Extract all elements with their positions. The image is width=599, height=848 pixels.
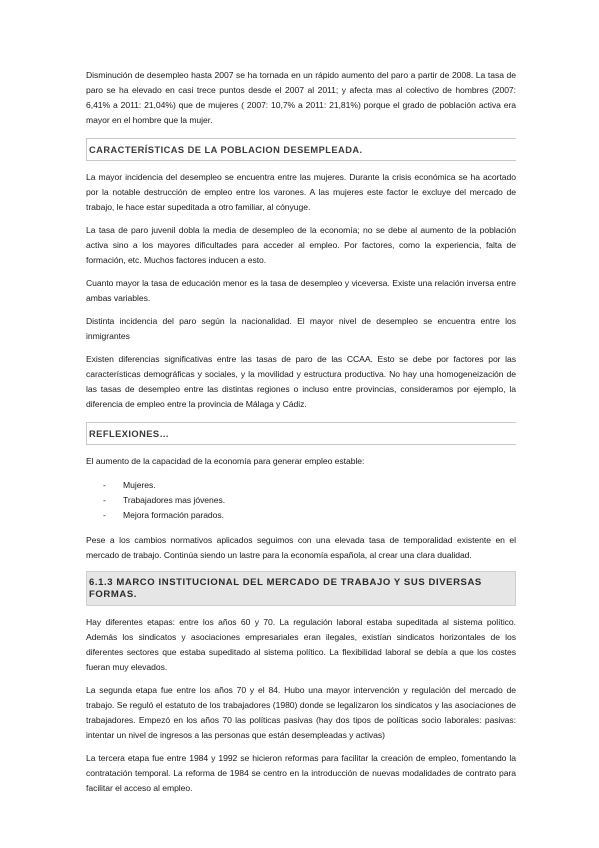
bullet-marker: - [103, 510, 106, 520]
bullet-marker: - [103, 480, 106, 490]
list-item-text: Mejora formación parados. [123, 510, 224, 520]
list-item-text: Trabajadores mas jóvenes. [123, 495, 226, 505]
section-heading-reflexiones: REFLEXIONES… [86, 422, 516, 445]
document-page [86, 68, 516, 796]
list-item [86, 508, 516, 523]
paragraph: Distinta incidencia del paro según la nacionalidad. El mayor nivel de desempleo se encuentra entre los inmigrantes [86, 316, 516, 341]
paragraph: Cuanto mayor la tasa de educación menor es la tasa de desempleo y viceversa. Existe una relación inversa entre ambas variables. [86, 278, 516, 303]
lead-paragraph: El aumento de la capacidad de la economía para generar empleo estable: [86, 456, 365, 466]
bullet-marker: - [103, 495, 106, 505]
paragraph: La tasa de paro juvenil dobla la media de desempleo de la economía; no se debe al aumento de la población activa sino a los mayores dificultades para acceder al empleo. Por factores, como la experiencia, falta de formación, etc. Muchos factores inducen a esto. [86, 225, 516, 265]
section-heading-marco-institucional: 6.1.3 MARCO INSTITUCIONAL DEL MERCADO DE TRABAJO Y SUS DIVERSAS FORMAS. [86, 571, 516, 606]
list-item [86, 478, 516, 493]
paragraph: La tercera etapa fue entre 1984 y 1992 se hicieron reformas para facilitar la creación de empleo, fomentando la contratación temporal. La reforma de 1984 se centro en la introducción de nuevas modalidades de contrato para facilitar el acceso al empleo. [86, 753, 516, 793]
paragraph: La mayor incidencia del desempleo se encuentra entre las mujeres. Durante la crisis económica se ha acortado por la notable destrucción de empleo entre los varones. A las mujeres este factor le excluye del mercado de trabajo, le hace estar supeditada a otro familiar, al cónyuge. [86, 172, 516, 212]
bullet-list [86, 478, 516, 523]
section-heading-caracteristicas: CARACTERÍSTICAS DE LA POBLACION DESEMPLEADA. [86, 138, 516, 161]
paragraph: Hay diferentes etapas: entre los años 60 y 70. La regulación laboral estaba supeditada al sistema político. Además los sindicatos y asociaciones empresariales eran ilegales, existían sindicatos horizontales de los diferentes sectores que estaba supeditado al sistema político. La flexibilidad laboral se debía a que los costes fueran muy elevados. [86, 617, 516, 672]
paragraph: Existen diferencias significativas entre las tasas de paro de las CCAA. Esto se debe por factores por las características demográficas y sociales, y la movilidad y estructura productiva. No hay una homogeneización de las tasas de desempleo entre las distintas regiones o incluso entre provincias, consideramos por ejemplo, la diferencia de empleo entre la provincia de Málaga y Cádiz. [86, 354, 516, 409]
list-item-text: Mujeres. [123, 480, 156, 490]
intro-paragraph: Disminución de desempleo hasta 2007 se ha tornada en un rápido aumento del paro a partir de 2008. La tasa de paro se ha elevado en casi trece puntos desde el 2007 al 2011; y afecta mas al colectivo de hombres (2007: 6,41% a 2011: 21,04%) que de mujeres ( 2007: 10,7% a 2011: 21,81%) porque el grado de población activa era mayor en el hombre que la mujer. [86, 70, 516, 125]
list-item [86, 493, 516, 508]
paragraph: La segunda etapa fue entre los años 70 y el 84. Hubo una mayor intervención y regulación del mercado de trabajo. Se reguló el estatuto de los trabajadores (1980) donde se legalizaron los sindicatos y las asociaciones de trabajadores. Empezó en los años 70 las políticas pasivas (hay dos tipos de políticas socio laborales: pasivas: intentar un nivel de ingresos a las personas que están desempleadas y activas) [86, 685, 516, 740]
closing-paragraph: Pese a los cambios normativos aplicados seguimos con una elevada tasa de temporalidad existente en el mercado de trabajo. Continúa siendo un lastre para la economía española, al crear una clara dualidad. [86, 535, 516, 560]
